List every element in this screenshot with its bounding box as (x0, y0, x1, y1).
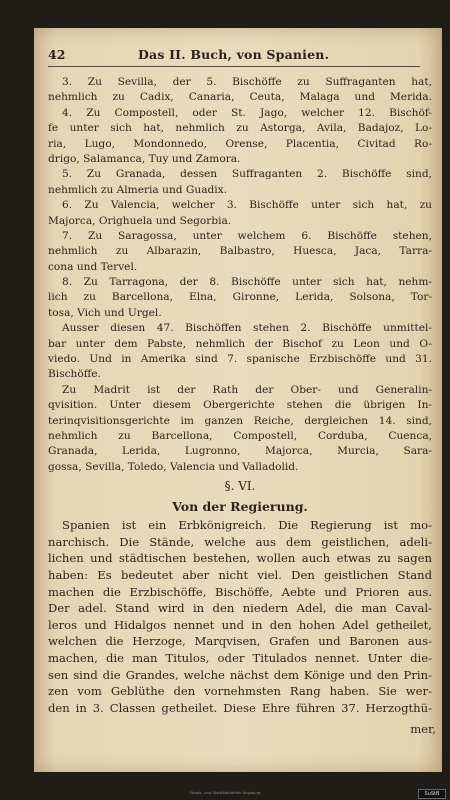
text-line: leros und Hidalgos nennet und in den hohen Adel getheilet, (48, 617, 432, 632)
text-line: machen, die man Titulos, oder Titulados nennet. Unter die- (48, 650, 432, 665)
text-line: 3. Zu Sevilla, der 5. Bischöffe zu Suffraganten hat, (62, 76, 432, 88)
text-line: 5. Zu Granada, dessen Suffraganten 2. Bischöffe sind, (62, 168, 432, 181)
text-line: sen sind die Grandes, welche nächst dem Könige und den Prin- (48, 667, 432, 682)
text-line: lich zu Barcellona, Elna, Gironne, Lerida, Solsona, Tor- (48, 291, 432, 304)
text-line: terinqvisitionsgerichte im ganzen Reiche, dergleichen 14. sind, (48, 414, 432, 427)
text-line: nehmlich zu Cadix, Canaria, Ceuta, Malaga und Merida. (48, 91, 432, 104)
text-line: haben: Es bedeutet aber nicht viel. Den geistlichen Stand (48, 567, 432, 582)
text-line: viedo. Und in Amerika sind 7. spanische Erzbischöffe und 31. (48, 353, 432, 366)
text-line: fe unter sich hat, nehmlich zu Astorga, Avila, Badajoz, Lo- (48, 122, 432, 135)
section-number: §. VI. (224, 479, 256, 494)
text-block-church (48, 75, 432, 475)
text-line: zen vom Geblüthe den vornehmsten Rang haben. Sie wer- (48, 684, 432, 699)
text-line: ria, Lugo, Mondonnedo, Orense, Placentia, Civitad Ro- (48, 137, 432, 150)
section-title: Von der Regierung. (172, 499, 308, 515)
text-line: 6. Zu Valencia, welcher 3. Bischöffe unter sich hat, zu (62, 199, 432, 212)
page-header (48, 47, 418, 65)
text-line: Granada, Lerida, Lugronno, Majorca, Murcia, Sara- (48, 445, 432, 458)
text-line: Spanien ist ein Erbkönigreich. Die Regierung ist mo- (62, 518, 432, 533)
catchword: mer, (410, 722, 436, 736)
page-number: 42 (48, 47, 66, 62)
text-block-government (48, 517, 432, 716)
text-line: bar unter dem Pabste, nehmlich der Bischof zu Leon und O- (48, 337, 432, 350)
text-line: drigo, Salamanca, Tuy und Zamora. (48, 152, 241, 165)
text-line: Zu Madrit ist der Rath der Ober- und Generalin- (62, 383, 432, 396)
text-line: Der adel. Stand wird in den niedern Adel, die man Caval- (48, 601, 432, 616)
header-rule (48, 66, 420, 67)
text-line: cona und Tervel. (48, 260, 138, 273)
text-line: Ausser diesen 47. Bischöffen stehen 2. Bischöffe unmittel- (62, 322, 432, 335)
library-credit: Staats- und Stadtbibliothek Augsburg (189, 791, 261, 795)
text-line: den in 3. Classen getheilet. Diese Ehre führen 37. Herzogthü- (48, 700, 432, 715)
text-line: qvisition. Unter diesem Obergerichte stehen die übrigen In- (48, 399, 432, 412)
text-line: nehmlich zu Albarazin, Balbastro, Huesca, Jaca, Tarra- (48, 245, 432, 258)
library-logo-text: SuStB (424, 791, 440, 797)
text-line: 4. Zu Compostell, oder St. Jago, welcher 12. Bischöf- (62, 106, 432, 119)
page-body (48, 75, 432, 716)
text-line: narchisch. Die Stände, welche aus dem geistlichen, adeli- (48, 534, 432, 549)
text-line: welchen die Herzoge, Marqvisen, Grafen und Baronen aus- (48, 634, 432, 649)
library-logo (418, 789, 446, 799)
text-line: Bischöffe. (48, 368, 101, 381)
text-line: tosa, Vich und Urgel. (48, 306, 162, 319)
running-head: Das II. Buch, von Spanien. (138, 47, 330, 62)
text-line: 8. Zu Tarragona, der 8. Bischöffe unter sich hat, nehm- (62, 276, 432, 289)
text-line: nehmlich zu Barcellona, Compostell, Corduba, Cuenca, (48, 429, 432, 442)
text-line: gossa, Sevilla, Toledo, Valencia und Valladolid. (48, 460, 299, 473)
text-line: Majorca, Orighuela und Segorbia. (48, 214, 232, 227)
text-line: machen die Erzbischöffe, Bischöffe, Aebte und Prioren aus. (48, 584, 432, 599)
text-line: 7. Zu Saragossa, unter welchem 6. Bischöffe stehen, (62, 229, 432, 242)
text-line: nehmlich zu Almeria und Guadix. (48, 183, 228, 196)
text-line: lichen und städtischen bestehen, wollen auch etwas zu sagen (48, 551, 432, 566)
